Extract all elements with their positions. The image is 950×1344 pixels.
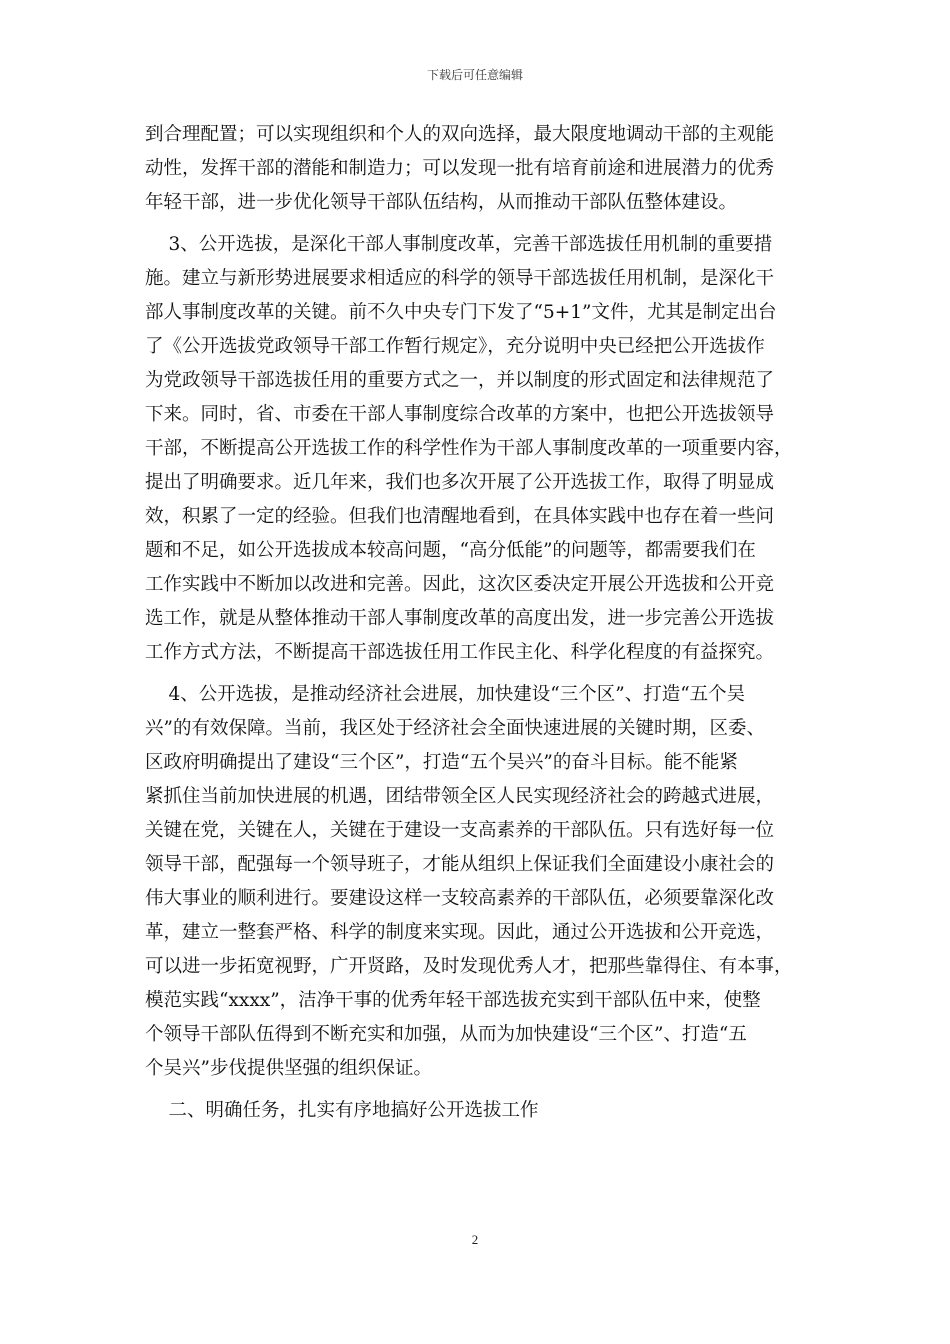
text-line: 个领导干部队伍得到不断充实和加强，从而为加快建设“三个区”、打造“五 xyxy=(145,1024,747,1045)
text-line: 部人事制度改革的关键。前不久中央专门下发了“5+1”文件，尤其是制定出台 xyxy=(145,302,777,323)
text-line: 个吴兴”步伐提供坚强的组织保证。 xyxy=(145,1058,432,1079)
text-line: 施。建立与新形势进展要求相适应的科学的领导干部选拔任用机制，是深化干 xyxy=(145,268,775,289)
text-line: 模范实践“xxxx”，洁净干事的优秀年轻干部选拔充实到干部队伍中来，使整 xyxy=(145,990,761,1011)
text-line: 伟大事业的顺利进行。要建设这样一支较高素养的干部队伍，必须要靠深化改 xyxy=(145,888,775,909)
text-line: 效，积累了一定的经验。但我们也清醒地看到，在具体实践中也存在着一些问 xyxy=(145,506,775,527)
text-line: 兴”的有效保障。当前，我区处于经济社会全面快速进展的关键时期，区委、 xyxy=(145,718,765,739)
text-line: 工作方式方法，不断提高干部选拔任用工作民主化、科学化程度的有益探究。 xyxy=(145,642,775,663)
text-line: 可以进一步拓宽视野，广开贤路，及时发现优秀人才，把那些靠得住、有本事， xyxy=(145,956,793,977)
text-line: 到合理配置；可以实现组织和个人的双向选择，最大限度地调动干部的主观能 xyxy=(145,124,775,145)
paragraph-3 xyxy=(145,228,807,670)
text-line: 动性，发挥干部的潜能和制造力；可以发现一批有培育前途和进展潜力的优秀 xyxy=(145,158,775,179)
page-header-note: 下载后可任意编辑 xyxy=(426,68,523,82)
heading-line: 二、明确任务，扎实有序地搞好公开选拔工作 xyxy=(145,1100,539,1121)
text-line: 革，建立一整套严格、科学的制度来实现。因此，通过公开选拔和公开竞选， xyxy=(145,922,775,943)
text-line: 关键在党，关键在人，关键在于建设一支高素养的干部队伍。只有选好每一位 xyxy=(145,820,775,841)
text-line: 题和不足，如公开选拔成本较高问题，“高分低能”的问题等，都需要我们在 xyxy=(145,540,756,561)
text-line: 提出了明确要求。近几年来，我们也多次开展了公开选拔工作，取得了明显成 xyxy=(145,472,775,493)
text-line: 选工作，就是从整体推动干部人事制度改革的高度出发，进一步完善公开选拔 xyxy=(145,608,775,629)
document-body xyxy=(145,118,807,1128)
paragraph-4 xyxy=(145,678,807,1086)
text-line: 了《公开选拔党政领导干部工作暂行规定》，充分说明中央已经把公开选拔作 xyxy=(145,336,765,357)
text-line: 4、公开选拔，是推动经济社会进展，加快建设“三个区”、打造“五个吴 xyxy=(145,684,746,705)
text-line: 为党政领导干部选拔任用的重要方式之一，并以制度的形式固定和法律规范了 xyxy=(145,370,775,391)
section-heading-2 xyxy=(145,1094,807,1128)
page-number: 2 xyxy=(471,1232,479,1247)
text-line: 工作实践中不断加以改进和完善。因此，这次区委决定开展公开选拔和公开竞 xyxy=(145,574,775,595)
text-line: 区政府明确提出了建设“三个区”，打造“五个吴兴”的奋斗目标。能不能紧 xyxy=(145,752,738,773)
text-line: 紧抓住当前加快进展的机遇，团结带领全区人民实现经济社会的跨越式进展， xyxy=(145,786,775,807)
text-line: 领导干部，配强每一个领导班子，才能从组织上保证我们全面建设小康社会的 xyxy=(145,854,775,875)
text-line: 年轻干部，进一步优化领导干部队伍结构，从而推动干部队伍整体建设。 xyxy=(145,192,738,213)
paragraph-continued xyxy=(145,118,807,220)
text-line: 3、公开选拔，是深化干部人事制度改革，完善干部选拔任用机制的重要措 xyxy=(145,234,773,255)
text-line: 干部，不断提高公开选拔工作的科学性作为干部人事制度改革的一项重要内容， xyxy=(145,438,793,459)
text-line: 下来。同时，省、市委在干部人事制度综合改革的方案中，也把公开选拔领导 xyxy=(145,404,775,425)
